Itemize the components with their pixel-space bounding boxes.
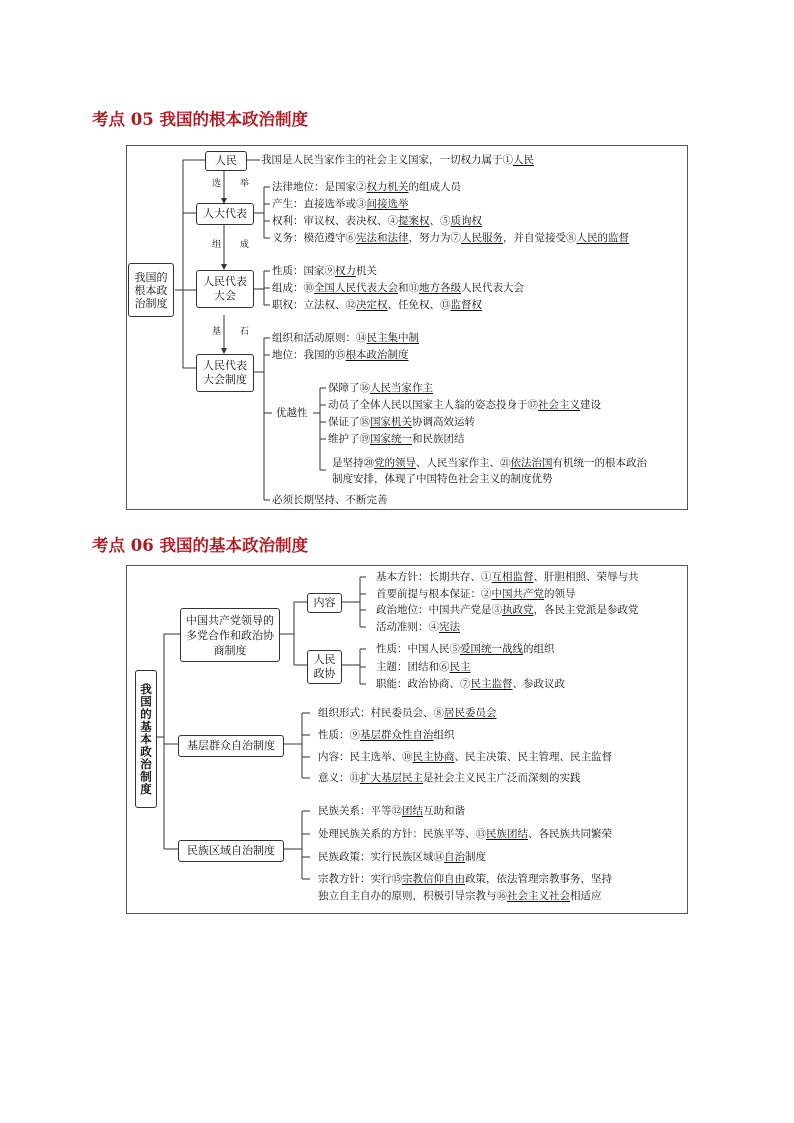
answer-11: 地方各级 bbox=[419, 282, 461, 294]
answer-b3: 执政党 bbox=[502, 604, 534, 616]
content-row-3: 政治地位：中国共产党是③执政党，各民主党派是参政党 bbox=[376, 604, 639, 616]
content-row-4: 活动准则：④宪法 bbox=[376, 621, 460, 633]
node-people: 人民 bbox=[205, 151, 247, 171]
answer-13: 监督权 bbox=[450, 299, 482, 311]
ethnic-row-2: 处理民族关系的方针：民族平等、⑬民族团结、各民族共同繁荣 bbox=[318, 828, 612, 840]
root-label: 我国的根本政治制度 bbox=[134, 270, 168, 310]
answer-b2: 中国共产党 bbox=[491, 588, 544, 600]
answer-4: 提案权 bbox=[398, 215, 430, 227]
node-congress-system bbox=[196, 354, 254, 392]
root-basic-label: 我国的基本政治制度 bbox=[139, 682, 153, 796]
root-basic-system bbox=[135, 670, 157, 808]
node-grassroots-autonomy: 基层群众自治制度 bbox=[178, 735, 284, 757]
advantage-row-5: 是坚持⑳党的领导、人民当家作主、㉑依法治国有机统一的根本政治 bbox=[332, 457, 647, 469]
grassroots-row-4: 意义：⑪扩大基层民主是社会主义民主广泛而深刻的实践 bbox=[318, 772, 581, 784]
answer-2: 权力机关 bbox=[366, 181, 409, 193]
root-fundamental-system bbox=[128, 263, 174, 317]
answer-6: 宪法和法律 bbox=[356, 232, 409, 244]
congress-row-1: 性质：国家⑨权力机关 bbox=[272, 265, 377, 277]
section-06-heading: 考点 06 我国的基本政治制度 bbox=[92, 536, 308, 555]
advantages-label: 优越性 bbox=[276, 407, 308, 419]
edge-foundation: 基 石 bbox=[212, 327, 257, 337]
node-deputy: 人大代表 bbox=[196, 203, 254, 225]
answer-10: 全国人民代表大会 bbox=[314, 282, 398, 294]
answer-20: 党的领导 bbox=[374, 457, 416, 469]
node-people-text: 我国是人民当家作主的社会主义国家，一切权力属于① bbox=[261, 154, 513, 166]
cppcc-row-2: 主题：团结和⑥民主 bbox=[376, 661, 471, 673]
answer-19: 国家统一 bbox=[370, 433, 412, 445]
deputy-row-2: 产生：直接选举或③间接选举 bbox=[272, 198, 409, 210]
ethnic-row-4-line2: 独立自主自办的原则，积极引导宗教与⑯社会主义社会相适应 bbox=[318, 890, 602, 902]
advantage-row-3: 保证了⑱国家机关协调高效运转 bbox=[328, 416, 475, 428]
answer-14: 民主集中制 bbox=[366, 332, 419, 344]
answer-b16: 社会主义社会 bbox=[507, 890, 570, 902]
answer-7: 人民服务 bbox=[461, 232, 503, 244]
node-congress-system-label: 人民代表大会制度 bbox=[203, 359, 247, 386]
system-final-row: 必须长期坚持、不断完善 bbox=[272, 494, 388, 506]
ethnic-row-4: 宗教方针：实行⑮宗教信仰自由政策，依法管理宗教事务，坚持 bbox=[318, 873, 612, 885]
answer-b4: 宪法 bbox=[439, 621, 460, 633]
section-05-heading: 考点 05 我国的根本政治制度 bbox=[92, 110, 308, 129]
node-people-desc bbox=[261, 153, 534, 167]
content-row-2: 首要前提与根本保证：②中国共产党的领导 bbox=[376, 588, 576, 600]
grassroots-row-2: 性质：⑨基层群众性自治组织 bbox=[318, 729, 455, 741]
answer-21: 依法治国 bbox=[510, 457, 553, 469]
cppcc-row-3: 职能：政治协商、⑦民主监督、参政议政 bbox=[376, 678, 565, 690]
ethnic-row-3: 民族政策：实行民族区域⑭自治制度 bbox=[318, 851, 486, 863]
answer-8: 人民的监督 bbox=[576, 232, 629, 244]
advantage-row-2: 动员了全体人民以国家主人翁的姿态投身于⑰社会主义建设 bbox=[328, 399, 601, 411]
system-row-2: 地位：我国的⑮根本政治制度 bbox=[272, 349, 409, 361]
answer-3: 间接选举 bbox=[366, 198, 409, 210]
cppcc-row-1: 性质：中国人民⑤爱国统一战线的组织 bbox=[376, 643, 555, 655]
node-cppcc bbox=[307, 650, 342, 684]
system-row-1: 组织和活动原则：⑭民主集中制 bbox=[272, 332, 419, 344]
answer-b15: 宗教信仰自由 bbox=[402, 873, 465, 885]
node-multiparty-label: 中国共产党领导的多党合作和政治协商制度 bbox=[186, 613, 274, 657]
answer-b6: 民主 bbox=[449, 661, 471, 673]
content-row-1: 基本方针：长期共存、①互相监督、肝胆相照、荣辱与共 bbox=[376, 571, 639, 583]
deputy-row-4: 义务：模范遵守⑥宪法和法律，努力为⑦人民服务，并自觉接受⑧人民的监督 bbox=[272, 232, 629, 244]
answer-b1: 互相监督 bbox=[491, 571, 534, 583]
answer-b12: 团结 bbox=[402, 805, 423, 817]
answer-5: 质询权 bbox=[450, 215, 482, 227]
answer-b9: 基层群众性自治 bbox=[360, 729, 434, 741]
answer-b7: 民主监督 bbox=[470, 678, 513, 690]
ethnic-row-1: 民族关系：平等⑫团结互助和谐 bbox=[318, 805, 465, 817]
answer-9: 权力 bbox=[335, 265, 356, 277]
answer-b13: 民族团结 bbox=[486, 828, 528, 840]
answer-16: 人民当家作主 bbox=[370, 382, 433, 394]
answer-18: 国家机关 bbox=[370, 416, 412, 428]
advantage-row-5-line2: 制度安排，体现了中国特色社会主义的制度优势 bbox=[332, 473, 553, 485]
answer-12: 决定权 bbox=[356, 299, 388, 311]
congress-row-3: 职权：立法权、⑫决定权、任免权、⑬监督权 bbox=[272, 299, 482, 311]
answer-b14: 自治 bbox=[444, 851, 465, 863]
answer-15: 根本政治制度 bbox=[345, 349, 409, 361]
congress-row-2: 组成：⑩全国人民代表大会和⑪地方各级人民代表大会 bbox=[272, 282, 524, 294]
advantage-row-4: 维护了⑲国家统一和民族团结 bbox=[328, 433, 465, 445]
answer-b8: 居民委员会 bbox=[444, 707, 497, 719]
answer-b10: 民主协商 bbox=[412, 751, 455, 763]
deputy-row-3: 权利：审议权、表决权、④提案权、⑤质询权 bbox=[272, 215, 482, 227]
node-multiparty-cooperation bbox=[180, 608, 280, 662]
node-cppcc-label: 人民政协 bbox=[313, 653, 336, 680]
answer-b11: 扩大基层民主 bbox=[360, 772, 423, 784]
node-regional-autonomy: 民族区域自治制度 bbox=[178, 840, 284, 862]
answer-17: 社会主义 bbox=[538, 399, 580, 411]
answer-b5: 爱国统一战线 bbox=[460, 643, 523, 655]
answer-1: 人民 bbox=[513, 154, 534, 166]
edge-elect: 选 举 bbox=[212, 179, 257, 189]
node-congress bbox=[196, 270, 254, 308]
grassroots-row-3: 内容：民主选举、⑩民主协商、民主决策、民主管理、民主监督 bbox=[318, 751, 612, 763]
node-content: 内容 bbox=[307, 593, 342, 613]
edge-compose: 组 成 bbox=[212, 240, 257, 250]
grassroots-row-1: 组织形式：村民委员会、⑧居民委员会 bbox=[318, 707, 497, 719]
advantage-row-1: 保障了⑯人民当家作主 bbox=[328, 382, 433, 394]
node-congress-label: 人民代表大会 bbox=[203, 275, 247, 302]
deputy-row-1: 法律地位：是国家②权力机关的组成人员 bbox=[272, 181, 461, 193]
